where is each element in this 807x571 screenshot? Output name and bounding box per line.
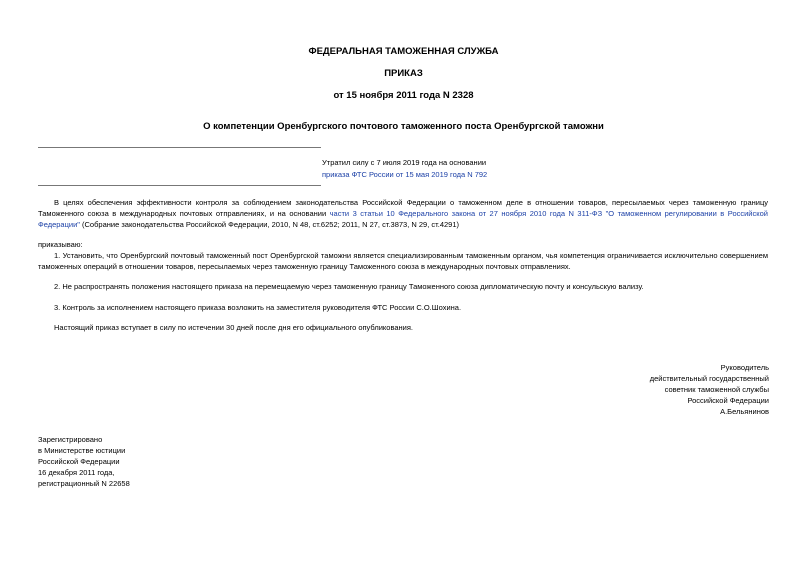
preamble-text-before: В целях обеспечения эффективности контроля за соблюдением законодательства Российской Федерации о таможенном деле в отношении товаров, пересылаемых через таможенную границу Таможенного союза в международных почтовых отправлениях, и на основании: [38, 198, 768, 218]
repeal-order-link[interactable]: приказа ФТС России от 15 мая 2019 года N 792: [322, 170, 488, 179]
registration-line-2: в Министерстве юстиции: [38, 446, 126, 455]
effective-clause: Настоящий приказ вступает в силу по истечении 30 дней после дня его официального опубликования.: [54, 323, 414, 332]
divider-bottom: [38, 185, 321, 186]
signature-line-4: Российской Федерации: [687, 396, 769, 405]
signature-line-1: Руководитель: [720, 363, 769, 372]
registration-line-5: регистрационный N 22658: [38, 479, 130, 488]
doc-type-heading: ПРИКАЗ: [384, 68, 423, 79]
order-word: приказываю:: [38, 240, 83, 249]
signature-name: А.Бельянинов: [720, 407, 769, 416]
document-title: О компетенции Оренбургского почтового таможенного поста Оренбургской таможни: [203, 121, 604, 132]
preamble-text-after: (Собрание законодательства Российской Федерации, 2010, N 48, ст.6252; 2011, N 27, ст.3873, N 29, ст.4291): [79, 220, 460, 229]
status-note-text: Утратил силу с 7 июля 2019 года на основании: [322, 158, 487, 167]
agency-heading: ФЕДЕРАЛЬНАЯ ТАМОЖЕННАЯ СЛУЖБА: [308, 46, 499, 57]
date-number-heading: от 15 ноября 2011 года N 2328: [333, 90, 474, 101]
signature-line-2: действительный государственный: [649, 374, 769, 383]
preamble-paragraph: [38, 197, 768, 230]
signature-line-3: советник таможенной службы: [664, 385, 769, 394]
registration-line-1: Зарегистрировано: [38, 435, 103, 444]
order-item-3: 3. Контроль за исполнением настоящего приказа возложить на заместителя руководителя ФТС России С.О.Шохина.: [54, 303, 462, 312]
registration-line-4: 16 декабря 2011 года,: [38, 468, 115, 477]
divider-top: [38, 147, 321, 148]
signature-block: [569, 362, 769, 417]
registration-line-3: Российской Федерации: [38, 457, 120, 466]
order-item-2: 2. Не распространять положения настоящего приказа на перемещаемую через таможенную границу Таможенного союза дипломатическую почту и консульскую вализу.: [54, 282, 644, 291]
order-item-1: 1. Установить, что Оренбургский почтовый таможенный пост Оренбургской таможни является специализированным таможенным органом, чья компетенция ограничивается исключительно совершением таможенных операций в отношении товаров, пересылаемых через таможенную границу Таможенного союза в международных почтовых отправлениях.: [38, 251, 768, 271]
federal-law-link[interactable]: части 3 статьи 10 Федерального закона от 27 ноября 2010 года N 311-ФЗ "О таможенном регулировании в Российской Федерации": [38, 209, 768, 229]
status-note: [322, 157, 487, 181]
registration-block: [38, 434, 238, 489]
